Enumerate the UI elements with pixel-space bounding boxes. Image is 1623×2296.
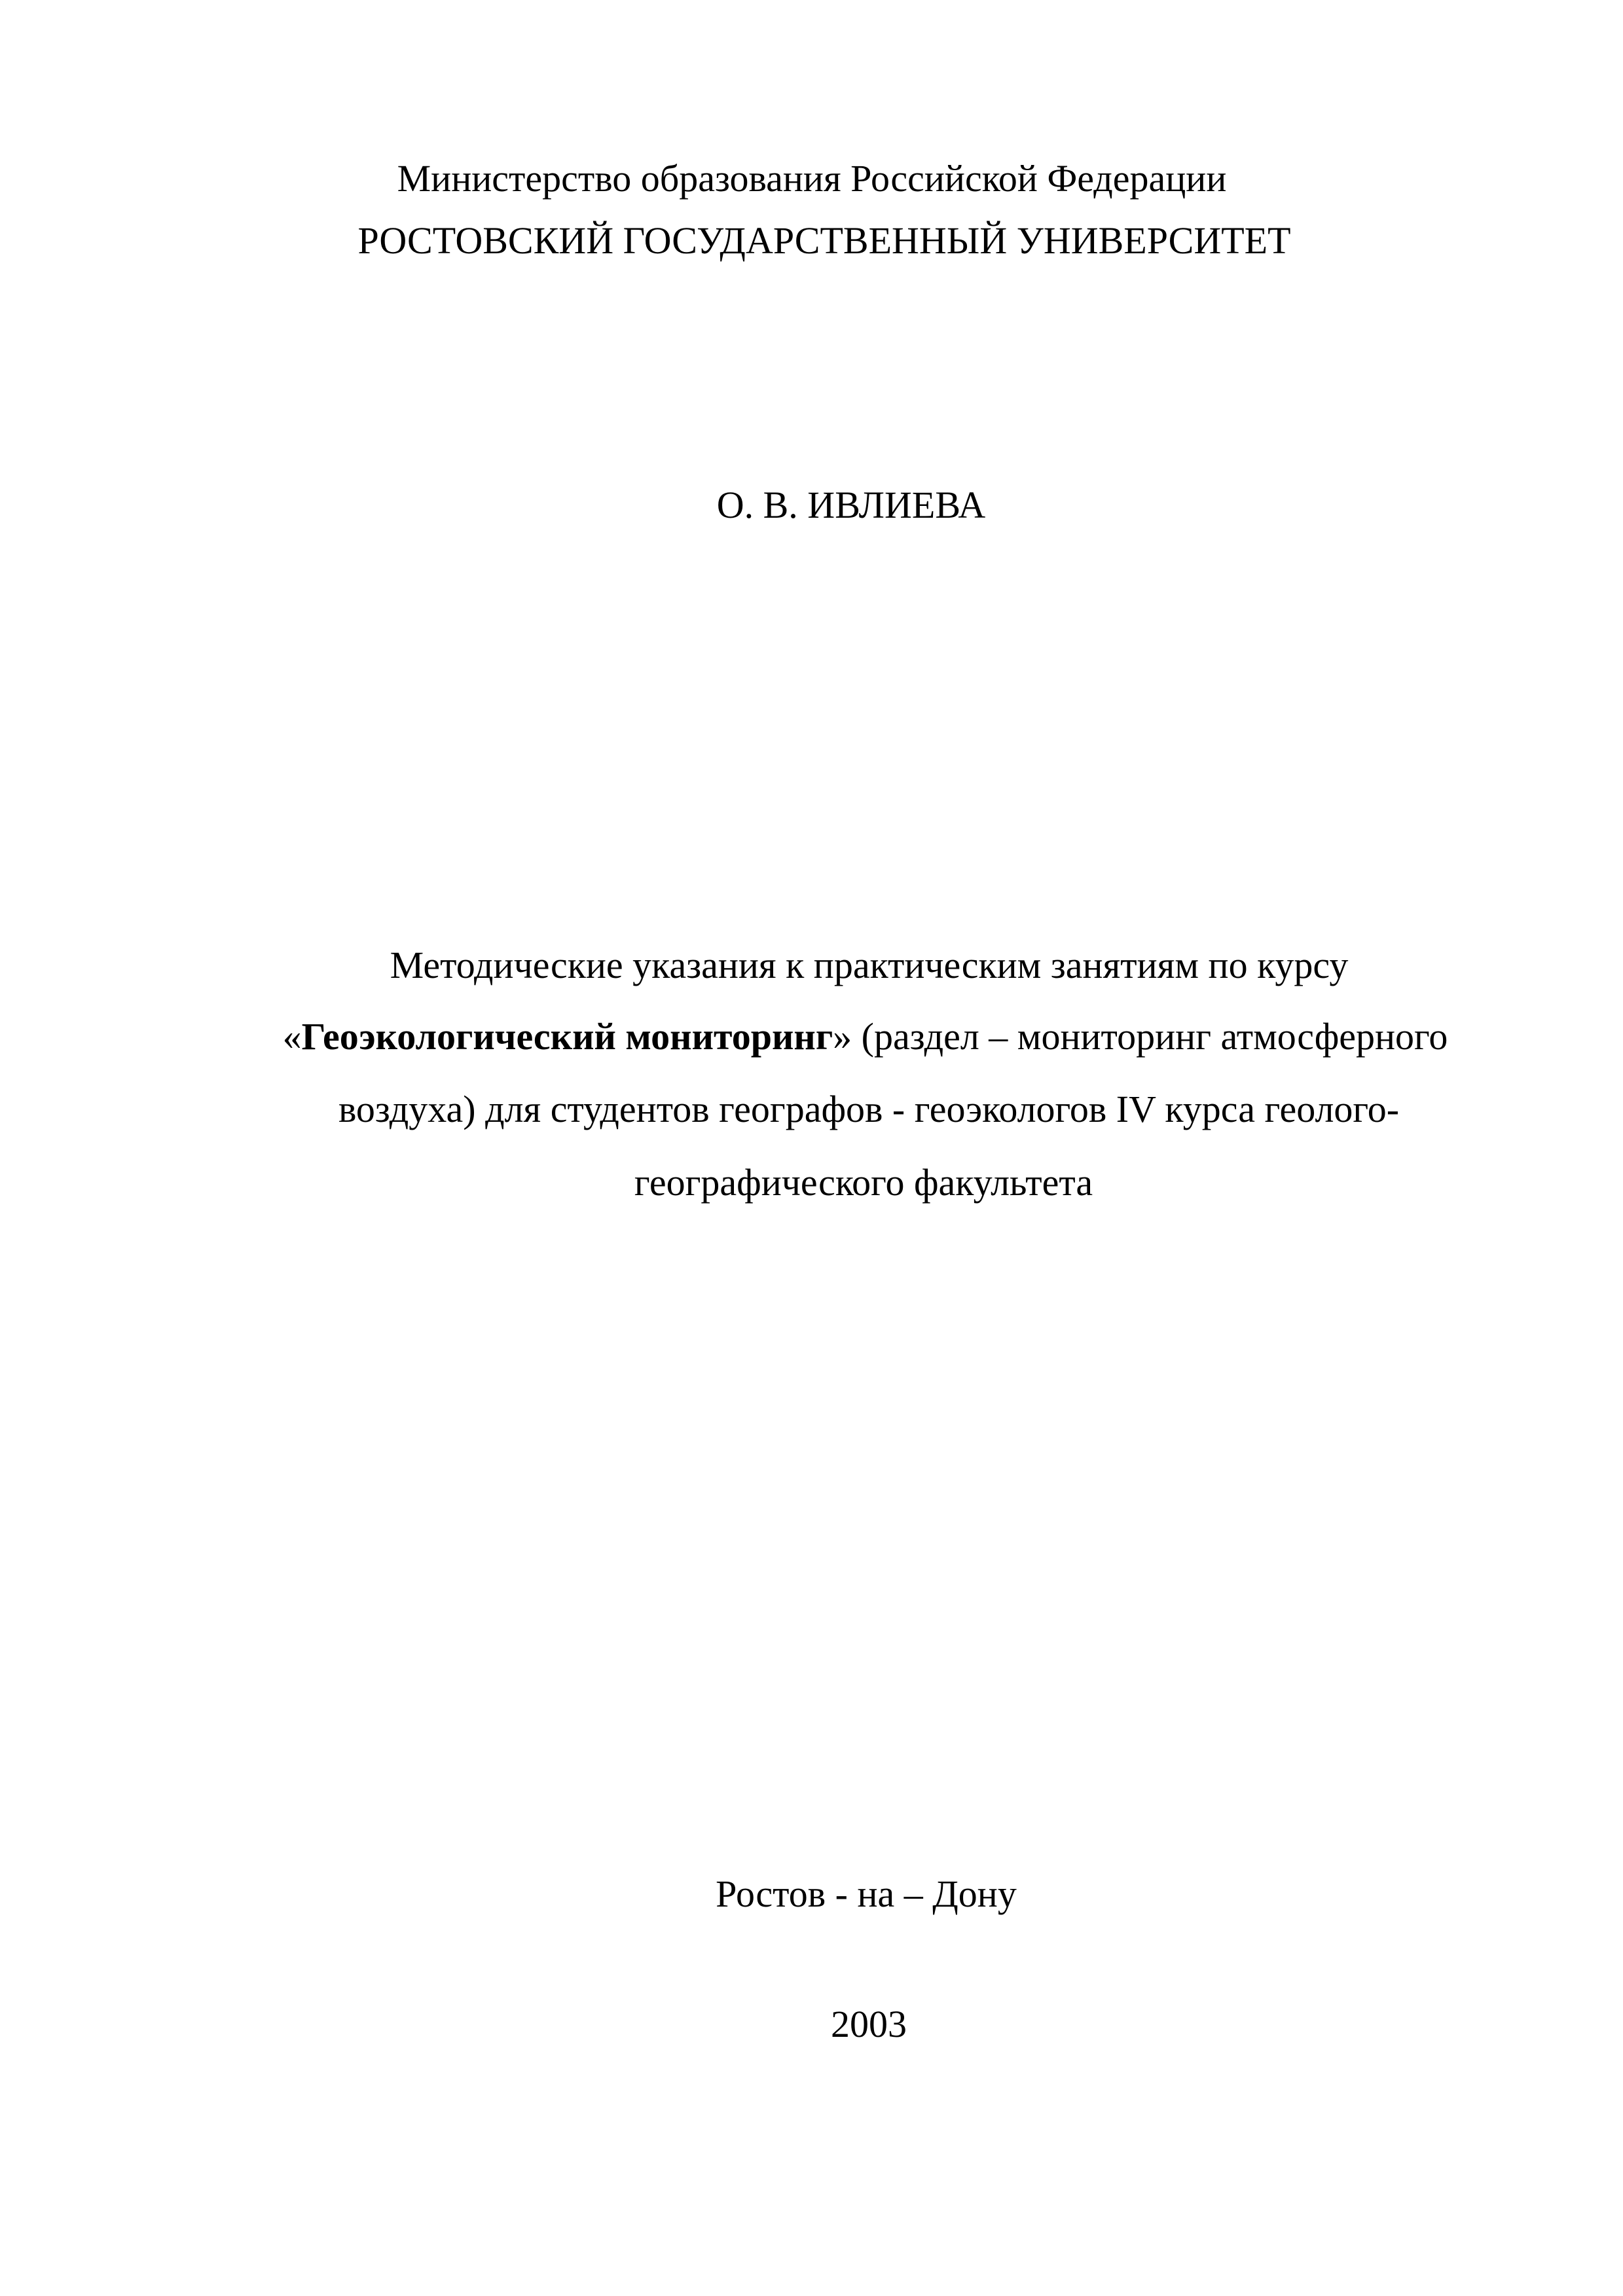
ministry-name: Министерство образования Российской Федерации — [397, 157, 1227, 200]
university-name: РОСТОВСКИЙ ГОСУДАРСТВЕННЫЙ УНИВЕРСИТЕТ — [357, 219, 1291, 262]
description-line-2 — [272, 1014, 1458, 1060]
publication-year: 2003 — [831, 2003, 907, 2045]
publication-city: Ростов - на – Дону — [716, 1873, 1017, 1915]
description-line-1: Методические указания к практическим занятиям по курсу — [390, 944, 1349, 986]
author-name: О. В. ИВЛИЕВА — [716, 484, 986, 526]
description-line-3: воздуха) для студентов географов - геоэкологов IV курса геолого- — [338, 1088, 1400, 1130]
description-line-4: географического факультета — [634, 1161, 1093, 1204]
open-quote: « — [282, 1015, 302, 1058]
description-line-2-rest: » (раздел – мониторинг атмосферного — [833, 1015, 1448, 1058]
course-title: Геоэкологический мониторинг — [301, 1015, 833, 1058]
